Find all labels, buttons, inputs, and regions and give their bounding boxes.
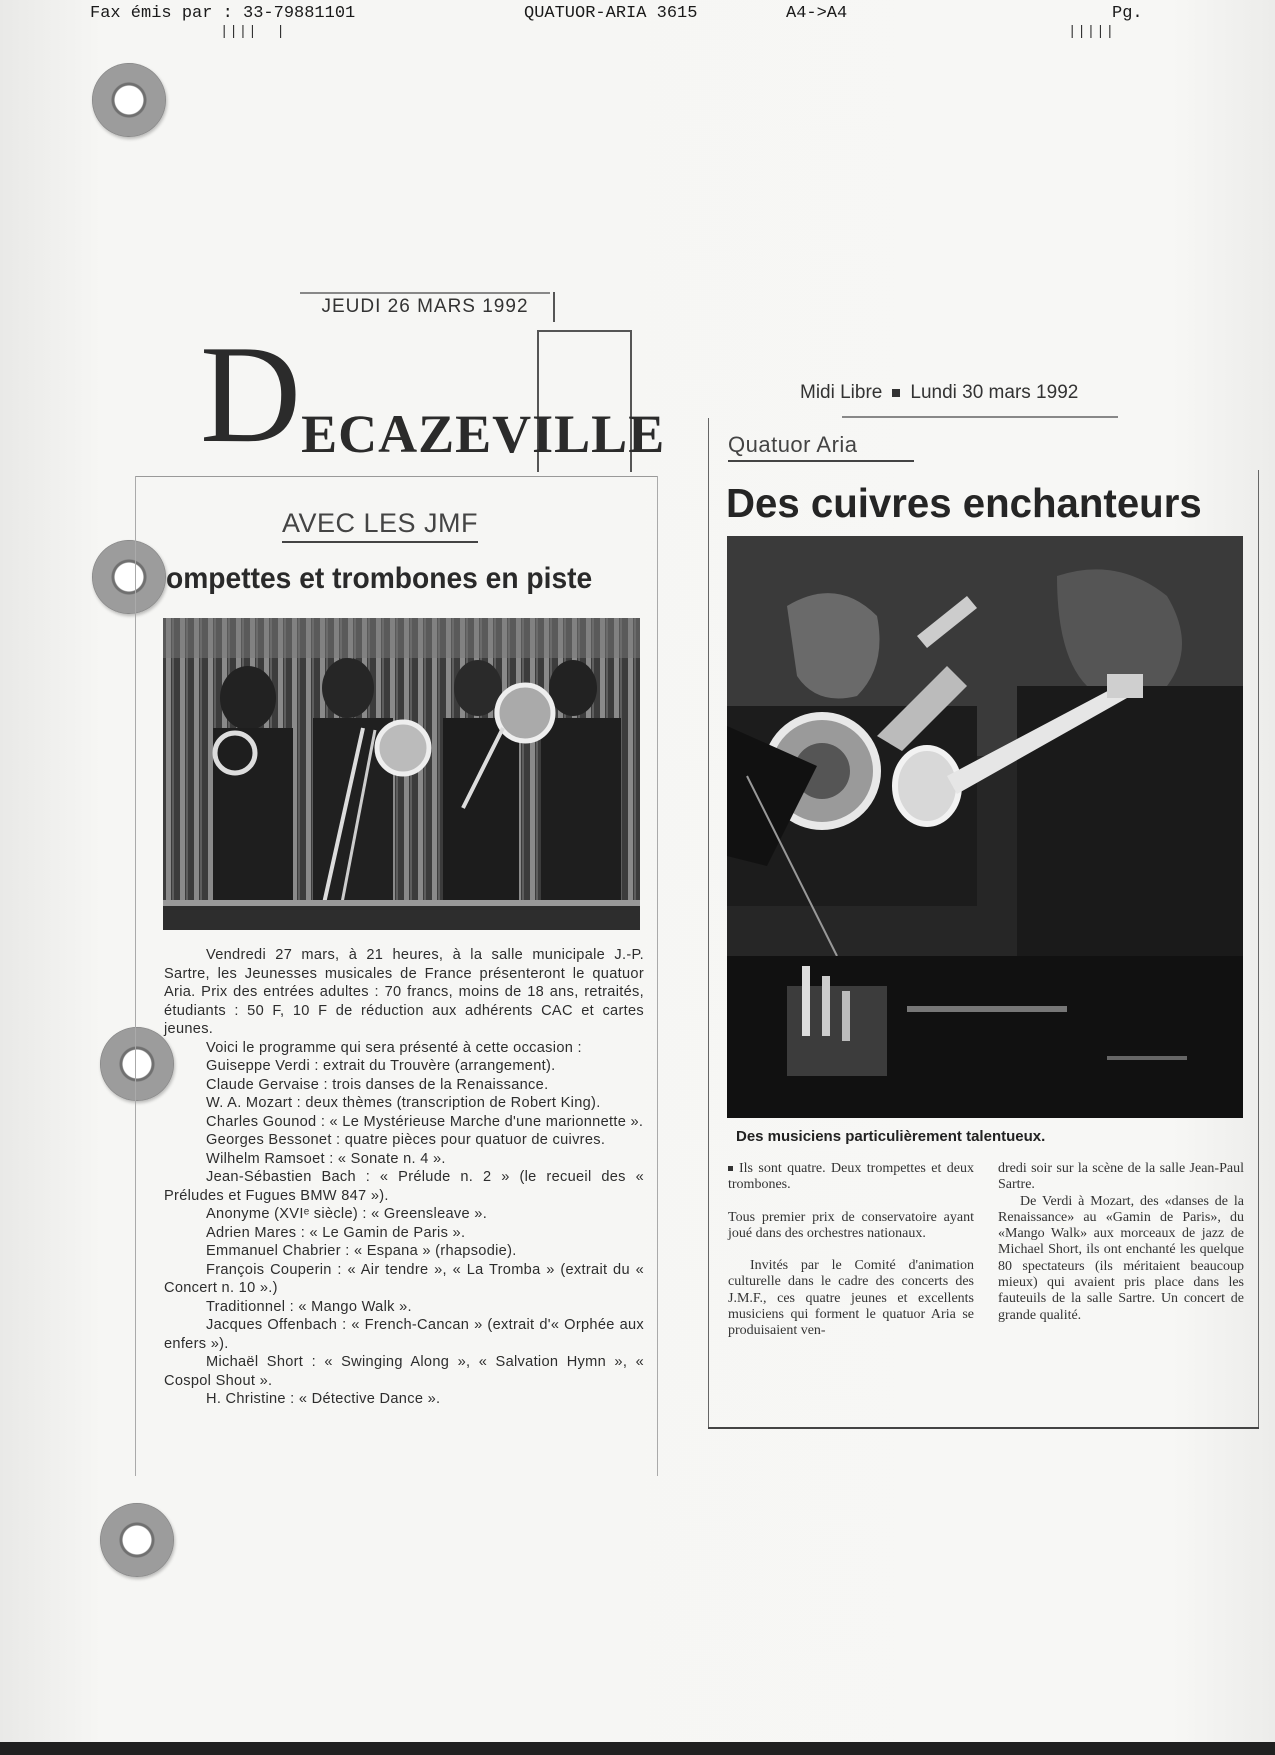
left-paragraph: François Couperin : « Air tendre », « La Tromba » (extrait du « Concert n. 10 ».) [164,1261,644,1296]
left-paragraph: Charles Gounod : « Le Mystérieuse Marche d'une marionnette ». [206,1113,644,1130]
left-paragraph: Traditionnel : « Mango Walk ». [206,1298,412,1315]
binder-hole [100,1027,174,1101]
fax-page-label: Pg. [1112,4,1143,23]
right-column-2 [998,1161,1244,1340]
fax-center-id: QUATUOR-ARIA 3615 [524,4,698,23]
left-paragraph: Michaël Short : « Swinging Along », « Salvation Hymn », « Cospol Shout ». [164,1354,644,1389]
decazeville-masthead [200,317,666,475]
right-headline: Des cuivres enchanteurs [726,480,1202,526]
fax-bottom-edge [0,1742,1275,1755]
right-kicker: Quatuor Aria [728,432,914,462]
left-paragraph: Anonyme (XVIᵉ siècle) : « Greensleave ». [206,1206,488,1222]
left-paragraph: Voici le programme qui sera présenté à cette occasion : [206,1039,582,1056]
photo-caption: Des musiciens particulièrement talentueux. [736,1128,1046,1145]
clipping-border-right [657,476,658,1476]
right-clipping-date-line [800,382,1078,404]
left-headline: ompettes et trombones en piste [166,562,593,595]
clipping-border-left [135,476,136,1476]
left-paragraph: Guiseppe Verdi : extrait du Trouvère (arrangement). [206,1058,556,1074]
right-date: Lundi 30 mars 1992 [910,382,1079,403]
clipping-border-bottom [708,1427,1259,1429]
left-clipping-date: JEUDI 26 MARS 1992 [300,292,550,318]
binder-hole [92,63,166,137]
fax-format: A4->A4 [786,4,848,23]
right-paragraph: dredi soir sur la scène de la salle Jean-Paul Sartre. [998,1161,1244,1193]
date-rule [842,416,1118,418]
trumpet-players-photo [727,536,1243,1118]
left-paragraph: Jean-Sébastien Bach : « Prélude n. 2 » (le recueil des « Préludes et Fugues BMW 847 »). [164,1169,644,1204]
left-article-body [164,946,644,1409]
left-paragraph: Vendredi 27 mars, à 21 heures, à la salle municipale J.-P. Sartre, les Jeunesses musicales de France présenteront le quatuor Aria. Prix des entrées adultes : 70 francs, moins de 18 ans, retraités, étudiants : 50 F, 10 F de réduction aux adhérents CAC et cartes jeunes. [164,947,644,1037]
right-paragraph: Invités par le Comité d'animation culturelle dans le cadre des concerts des J.M.F., ces quatre jeunes et excellents musiciens qui forment le quatuor Aria se produisaient ven- [728,1258,974,1339]
brass-quartet-photo-drawing [163,618,640,930]
fax-sender: Fax émis par : 33-79881101 [90,4,356,23]
binder-hole [92,540,166,614]
frame-rule [553,292,555,322]
brass-quartet-photo [163,618,640,930]
masthead-rest: ECAZEVILLE [301,404,666,464]
square-bullet-icon [892,389,900,397]
left-paragraph: Jacques Offenbach : « French-Cancan » (extrait d'« Orphée aux enfers »). [164,1317,644,1352]
left-paragraph: Emmanuel Chabrier : « Espana » (rhapsodie). [206,1243,517,1259]
square-bullet-icon [728,1166,733,1171]
left-paragraph: Wilhelm Ramsoet : « Sonate n. 4 ». [206,1150,446,1167]
fax-tick-marks: |||| | [220,24,286,40]
left-kicker: AVEC LES JMF [282,508,478,543]
left-paragraph: Claude Gervaise : trois danses de la Renaissance. [206,1076,549,1093]
left-paragraph: H. Christine : « Détective Dance ». [206,1391,441,1407]
clipping-border-left [708,418,709,1428]
clipping-border-top [135,476,657,477]
right-paragraph: De Verdi à Mozart, des «danses de la Renaissance» au «Gamin de Paris», du «Mango Walk» aux morceaux de jazz de Michael Short, ils ont enchanté les quelque 80 spectateurs (ils méritaient beaucoup mieux) qui avaient pris place dans les fauteuils de la salle Sartre. Un concert de grande qualité. [998,1193,1244,1323]
masthead-initial: D [200,317,302,472]
right-source: Midi Libre [800,382,883,403]
left-paragraph: Adrien Mares : « Le Gamin de Paris ». [206,1224,466,1241]
left-paragraph: Georges Bessonet : quatre pièces pour quatuor de cuivres. [206,1132,606,1148]
clipping-border-right [1258,470,1259,1428]
right-paragraph: Ils sont quatre. Deux trompettes et deux trombones. [728,1161,974,1193]
binder-hole [100,1503,174,1577]
right-column-1 [728,1161,974,1356]
trumpet-players-photo-drawing [727,536,1243,1118]
fax-header [90,4,1210,26]
fax-tick-marks-right: ||||| [1068,24,1116,40]
right-paragraph: Tous premier prix de conservatoire ayant joué dans des orchestres nationaux. [728,1209,974,1241]
left-paragraph: W. A. Mozart : deux thèmes (transcription de Robert King). [206,1095,601,1111]
